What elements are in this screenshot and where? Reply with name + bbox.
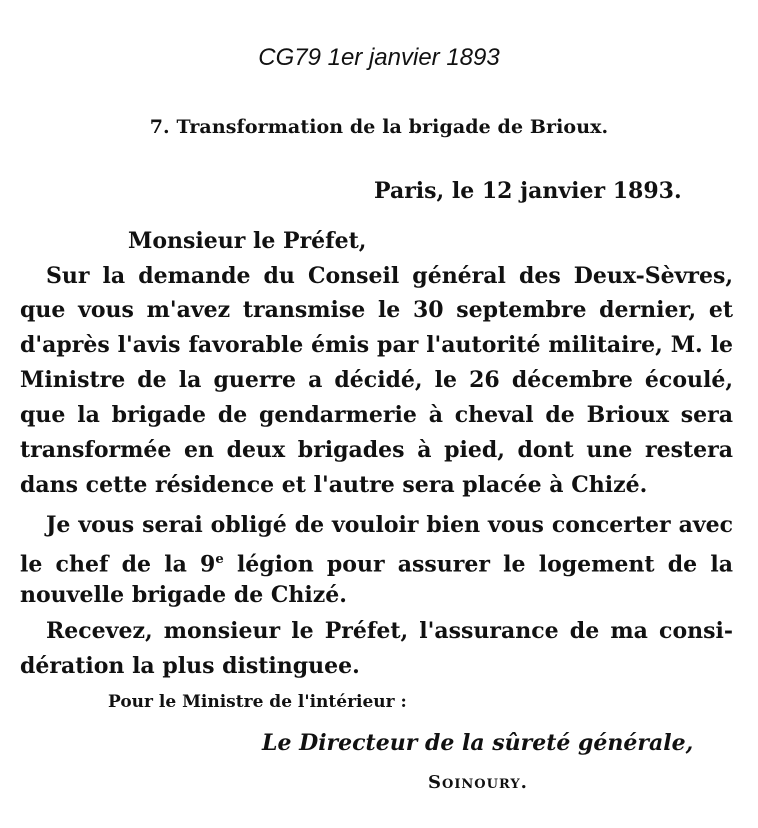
paragraph-2-line2-before: le chef de la 9 (20, 551, 216, 578)
signoff: Pour le Ministre de l'intérieur : (108, 692, 407, 712)
paragraph-3-line: Recevez, monsieur le Préfet, l'assurance de ma consi- (46, 618, 733, 644)
paragraph-2-line (20, 546, 733, 578)
paragraph-1-line: dans cette résidence et l'autre sera placée à Chizé. (20, 472, 648, 498)
signatory-title: Le Directeur de la sûreté générale, (262, 730, 694, 756)
dateline: Paris, le 12 janvier 1893. (374, 178, 682, 204)
section-heading: 7. Transformation de la brigade de Brioux. (149, 116, 609, 138)
paragraph-1-line: d'après l'avis favorable émis par l'autorité militaire, M. le (20, 332, 733, 358)
ordinal-superscript: e (215, 552, 224, 567)
salutation: Monsieur le Préfet, (128, 228, 367, 254)
signatory-name: Soinoury. (428, 772, 528, 793)
paragraph-1-line: transformée en deux brigades à pied, dont une restera (20, 437, 733, 463)
paragraph-1-line: que vous m'avez transmise le 30 septembre dernier, et (20, 297, 733, 323)
paragraph-2-line2-after: légion pour assurer le logement de la (223, 551, 733, 578)
paragraph-2-line: nouvelle brigade de Chizé. (20, 582, 347, 608)
paragraph-1-line: que la brigade de gendarmerie à cheval de Brioux sera (20, 402, 733, 428)
paragraph-3-line: dération la plus distinguee. (20, 653, 360, 679)
document-annotation: CG79 1er janvier 1893 (258, 44, 500, 71)
paragraph-2-line: Je vous serai obligé de vouloir bien vous concerter avec (46, 512, 733, 538)
paragraph-1-line: Sur la demande du Conseil général des Deux-Sèvres, (46, 263, 733, 289)
paragraph-1-line: Ministre de la guerre a décidé, le 26 décembre écoulé, (20, 367, 733, 393)
